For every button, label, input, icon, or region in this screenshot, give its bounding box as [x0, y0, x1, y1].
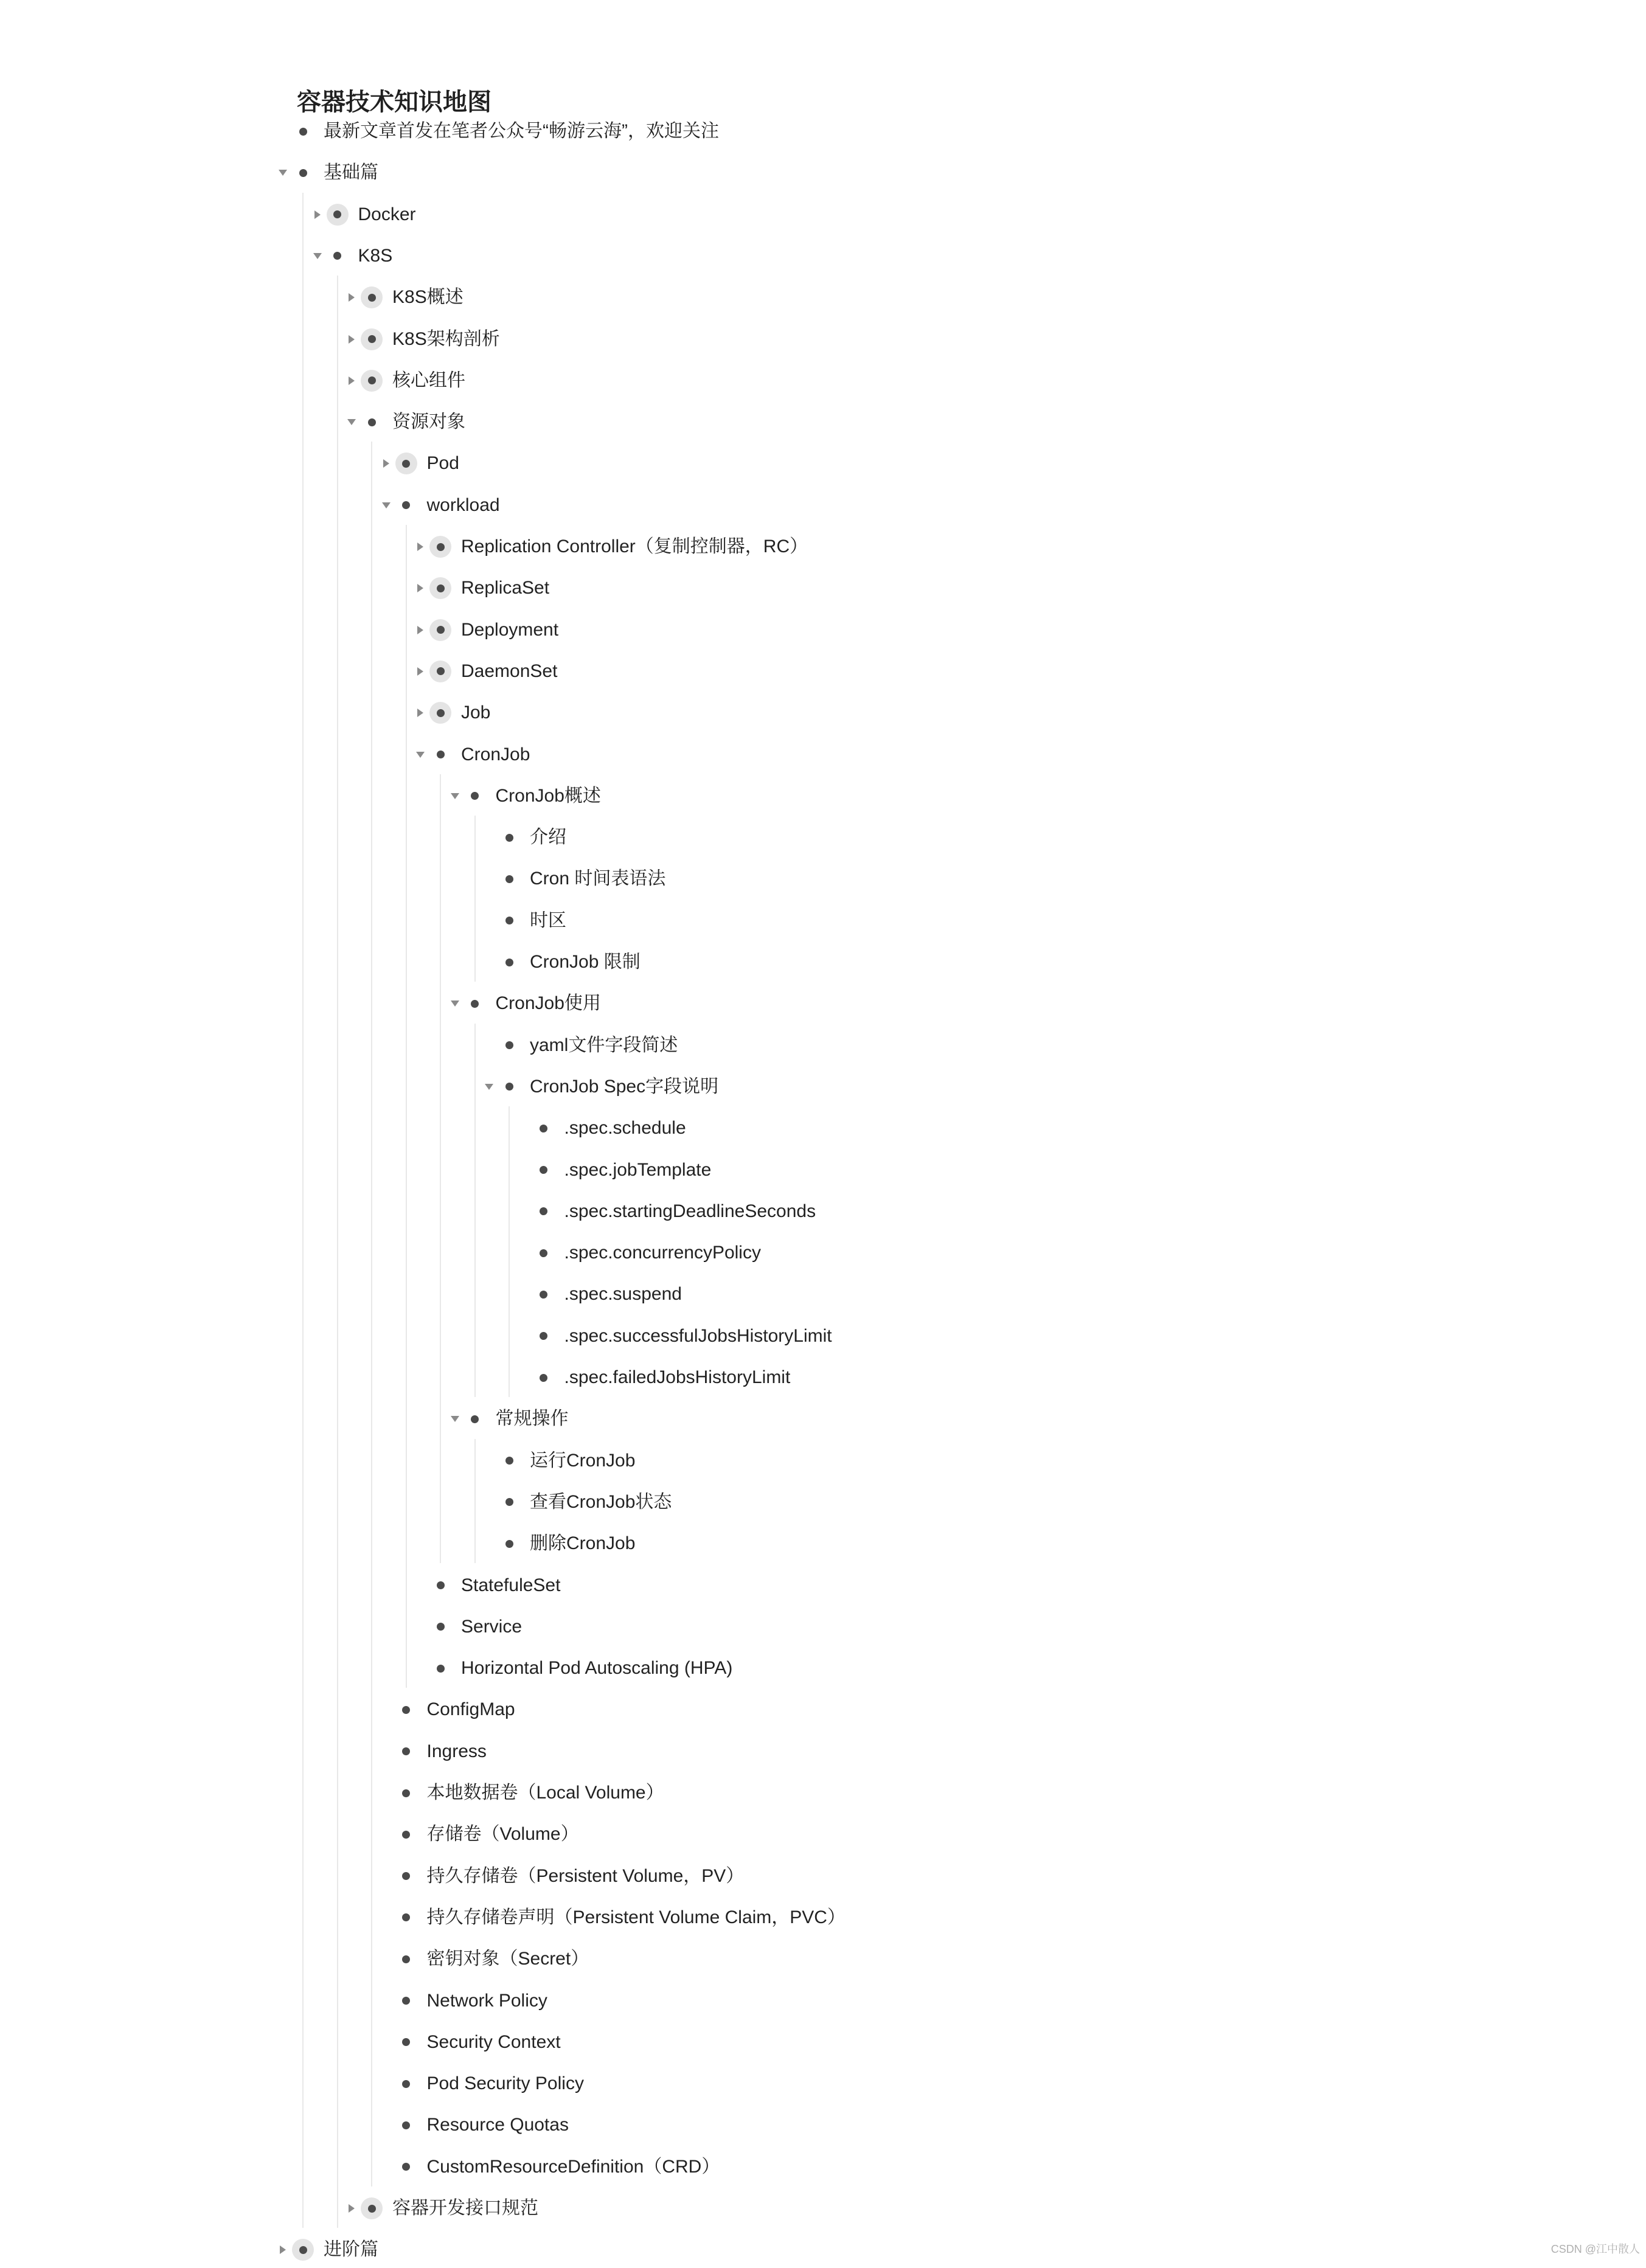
caret-right-icon[interactable] — [411, 662, 429, 681]
bullet-icon[interactable] — [498, 1533, 520, 1555]
outline-item-label: 本地数据卷（Local Volume） — [426, 1783, 664, 1803]
page-title: 容器技术知识地图 — [297, 89, 491, 116]
indent-guide — [474, 1439, 476, 1564]
outline-item-label: Deployment — [461, 619, 559, 640]
caret-down-icon[interactable] — [446, 787, 464, 805]
indent-guide — [440, 774, 441, 1564]
outline-item-label: Job — [461, 702, 491, 723]
caret-right-icon[interactable] — [342, 2199, 361, 2218]
bullet-icon[interactable] — [498, 910, 520, 932]
bullet-icon[interactable] — [464, 993, 486, 1014]
outline-item-label: yaml文件字段简述 — [530, 1035, 678, 1055]
outline-item-label: .spec.suspend — [564, 1284, 682, 1305]
bullet-icon[interactable] — [429, 1616, 451, 1638]
bullet-icon[interactable] — [327, 204, 349, 226]
bullet-icon[interactable] — [395, 1741, 417, 1763]
outline-item-label: .spec.jobTemplate — [564, 1159, 712, 1180]
bullet-icon[interactable] — [395, 2031, 417, 2053]
indent-guide — [406, 525, 407, 1688]
watermark: CSDN @江中散人 — [1551, 2243, 1640, 2255]
bullet-icon[interactable] — [498, 1076, 520, 1098]
bullet-icon[interactable] — [292, 120, 314, 142]
outline-item-label: 最新文章首发在笔者公众号“畅游云海”，欢迎关注 — [324, 121, 719, 141]
bullet-icon[interactable] — [327, 245, 349, 267]
bullet-icon[interactable] — [498, 1491, 520, 1513]
caret-right-icon[interactable] — [411, 579, 429, 597]
bullet-icon[interactable] — [395, 2073, 417, 2095]
bullet-icon[interactable] — [533, 1159, 555, 1181]
outline-item-label: K8S概述 — [392, 287, 464, 308]
bullet-icon[interactable] — [498, 1035, 520, 1056]
indent-guide — [509, 1106, 510, 1397]
bullet-icon[interactable] — [361, 411, 383, 433]
outline-item-label: CronJob Spec字段说明 — [530, 1076, 719, 1097]
bullet-icon[interactable] — [429, 702, 451, 724]
outline-item-label: 查看CronJob状态 — [530, 1491, 672, 1512]
bullet-icon[interactable] — [533, 1117, 555, 1139]
bullet-icon[interactable] — [395, 2156, 417, 2178]
bullet-icon[interactable] — [395, 1907, 417, 1929]
bullet-icon[interactable] — [361, 286, 383, 308]
outline-item-label: Pod Security Policy — [426, 2073, 584, 2094]
caret-down-icon[interactable] — [274, 164, 292, 182]
outline-item-label: ConfigMap — [426, 1699, 515, 1720]
outline-item-label: K8S — [358, 245, 393, 266]
outline-item-label: Resource Quotas — [426, 2115, 569, 2135]
bullet-icon[interactable] — [429, 744, 451, 766]
bullet-icon[interactable] — [464, 1408, 486, 1430]
caret-right-icon[interactable] — [274, 2241, 292, 2259]
bullet-icon[interactable] — [395, 494, 417, 516]
indent-guide — [371, 442, 372, 2187]
outline-item-label: 时区 — [530, 910, 566, 931]
bullet-icon[interactable] — [533, 1201, 555, 1222]
bullet-icon[interactable] — [361, 2197, 383, 2219]
caret-right-icon[interactable] — [308, 206, 327, 224]
outline-item-label: 存储卷（Volume） — [426, 1824, 579, 1845]
caret-down-icon[interactable] — [411, 746, 429, 764]
caret-down-icon[interactable] — [446, 1410, 464, 1428]
outline-item-label: Horizontal Pod Autoscaling (HPA) — [461, 1658, 733, 1679]
outline-item-label: Network Policy — [426, 1990, 547, 2011]
outline-item-label: .spec.schedule — [564, 1118, 686, 1139]
outline-item-label: .spec.successfulJobsHistoryLimit — [564, 1325, 832, 1346]
bullet-icon[interactable] — [533, 1283, 555, 1305]
bullet-icon[interactable] — [292, 2239, 314, 2261]
outline-item-label: .spec.failedJobsHistoryLimit — [564, 1367, 791, 1387]
bullet-icon[interactable] — [395, 2114, 417, 2136]
caret-down-icon[interactable] — [377, 496, 395, 515]
bullet-icon[interactable] — [292, 162, 314, 184]
bullet-icon[interactable] — [498, 1450, 520, 1472]
caret-down-icon[interactable] — [446, 994, 464, 1013]
outline-item-label: DaemonSet — [461, 661, 558, 681]
outline-item-label: CronJob使用 — [495, 993, 601, 1014]
outline-item-label: .spec.startingDeadlineSeconds — [564, 1201, 816, 1221]
outline-item-label: .spec.concurrencyPolicy — [564, 1243, 761, 1263]
outline-item-label: 密钥对象（Secret） — [426, 1949, 589, 1969]
bullet-icon[interactable] — [361, 370, 383, 392]
outline-item-label: 进阶篇 — [324, 2239, 378, 2260]
outline-item-label: 持久存储卷声明（Persistent Volume Claim，PVC） — [426, 1907, 846, 1927]
outline-item-label: workload — [426, 494, 500, 515]
caret-right-icon[interactable] — [342, 288, 361, 307]
bullet-icon[interactable] — [361, 328, 383, 350]
outline-item-label: 介绍 — [530, 827, 566, 848]
caret-right-icon[interactable] — [411, 704, 429, 722]
outline-item-label: Cron 时间表语法 — [530, 869, 666, 889]
outline-item-label: ReplicaSet — [461, 578, 550, 598]
outline-item-label: CronJob概述 — [495, 785, 601, 806]
bullet-icon[interactable] — [498, 951, 520, 973]
bullet-icon[interactable] — [429, 536, 451, 558]
bullet-icon[interactable] — [429, 1657, 451, 1679]
caret-right-icon[interactable] — [342, 372, 361, 390]
caret-right-icon[interactable] — [411, 621, 429, 639]
caret-right-icon[interactable] — [377, 454, 395, 473]
bullet-icon[interactable] — [395, 1823, 417, 1845]
indent-guide — [474, 1024, 476, 1398]
outline-item-label: CustomResourceDefinition（CRD） — [426, 2156, 720, 2177]
bullet-icon[interactable] — [498, 827, 520, 848]
bullet-icon[interactable] — [429, 619, 451, 641]
bullet-icon[interactable] — [395, 1699, 417, 1721]
outline-item-label: 删除CronJob — [530, 1533, 636, 1554]
bullet-icon[interactable] — [533, 1367, 555, 1389]
outline-item-label: Docker — [358, 204, 416, 224]
outline-item-label: 持久存储卷（Persistent Volume，PV） — [426, 1865, 745, 1886]
bullet-icon[interactable] — [395, 1782, 417, 1804]
outline-item-label: 核心组件 — [392, 370, 465, 390]
outline-item-label: Pod — [426, 453, 459, 474]
indent-guide — [474, 816, 476, 982]
caret-down-icon[interactable] — [342, 413, 361, 431]
bullet-icon[interactable] — [395, 1990, 417, 2012]
bullet-icon[interactable] — [395, 453, 417, 474]
outline-item-label: Replication Controller（复制控制器，RC） — [461, 536, 808, 557]
bullet-icon[interactable] — [395, 1865, 417, 1887]
bullet-icon[interactable] — [429, 577, 451, 599]
bullet-icon[interactable] — [533, 1242, 555, 1264]
outline-item-label: StatefuleSet — [461, 1575, 561, 1595]
outline-item-label: 基础篇 — [324, 162, 378, 183]
outline-item-label: Ingress — [426, 1741, 487, 1761]
caret-right-icon[interactable] — [342, 330, 361, 349]
caret-right-icon[interactable] — [411, 538, 429, 556]
outline-item-label: 运行CronJob — [530, 1450, 636, 1471]
caret-down-icon[interactable] — [480, 1078, 498, 1096]
outline-item-label: 容器开发接口规范 — [392, 2198, 538, 2218]
outline-item-label: CronJob 限制 — [530, 952, 641, 972]
outline-item-label: K8S架构剖析 — [392, 328, 500, 349]
bullet-icon[interactable] — [533, 1325, 555, 1347]
outline-item-label: Service — [461, 1616, 523, 1637]
bullet-icon[interactable] — [464, 785, 486, 807]
bullet-icon[interactable] — [429, 1575, 451, 1597]
outline-item-label: 资源对象 — [392, 412, 465, 432]
outline-item-label: CronJob — [461, 744, 530, 765]
outline-item-label: 常规操作 — [495, 1409, 569, 1429]
bullet-icon[interactable] — [395, 1948, 417, 1970]
indent-guide — [302, 193, 304, 2228]
indent-guide — [337, 276, 338, 2228]
bullet-icon[interactable] — [429, 661, 451, 682]
outline-item-label: Security Context — [426, 2031, 561, 2052]
bullet-icon[interactable] — [498, 868, 520, 890]
caret-down-icon[interactable] — [308, 247, 327, 265]
